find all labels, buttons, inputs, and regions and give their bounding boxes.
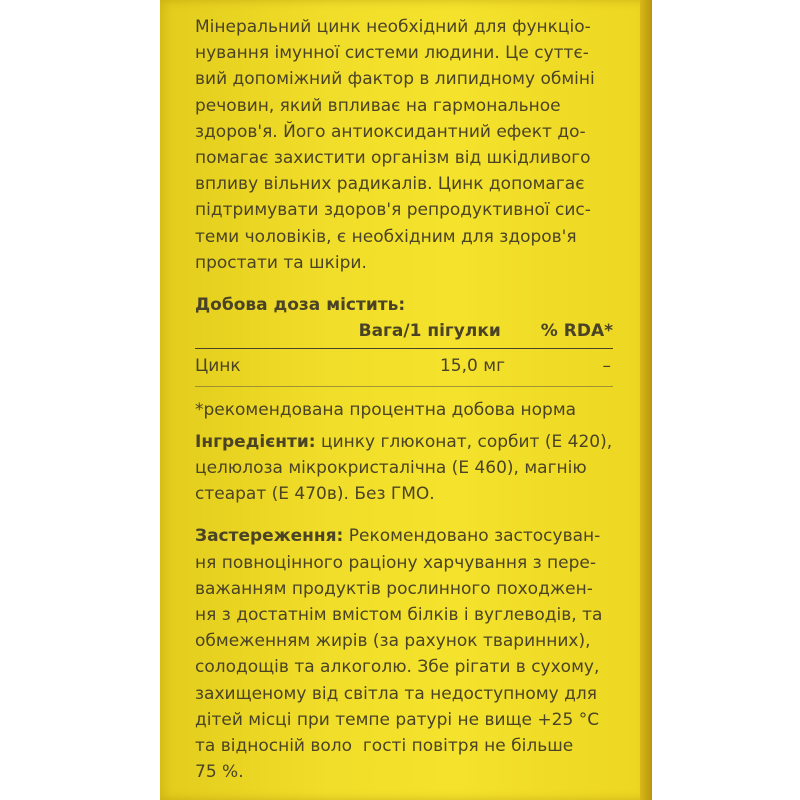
warnings-line: ня з достатнім вмістом білків і вуглеводів, та: [195, 605, 603, 626]
ingredients-label: Інгредієнти:: [195, 431, 316, 452]
warnings-line: солодощів та алкоголю. Збе рігати в сухому,: [195, 657, 600, 678]
intro-line: здоров'я. Його антиоксидантний ефект до-: [195, 121, 586, 142]
intro-line: теми чоловіків, є необхідним для здоров'я: [195, 226, 577, 247]
table-bottom-line: [195, 386, 613, 387]
warnings-line: та відносній воло гості повітря не більше: [195, 736, 574, 757]
intro-paragraph: [195, 14, 613, 276]
warnings-line: обмеженням жирів (за рахунок тваринних),: [195, 631, 591, 652]
intro-line: Мінеральний цинк необхідний для функціо-: [195, 17, 591, 37]
ingredients-line: цинку глюконат, сорбит (Е 420),: [315, 431, 613, 452]
ingredients-line: целюлоза мікрокристалічна (Е 460), магнію: [195, 458, 587, 479]
rda-footnote: *рекомендована процентна добова норма: [195, 399, 577, 420]
warnings-line: захищеному від світла та недоступному для: [195, 683, 597, 704]
warnings-section: [195, 523, 613, 785]
intro-line: впливу вільних радикалів. Цинк допомагає: [195, 174, 585, 195]
nutrient-rda: –: [602, 356, 611, 377]
warnings-line: Рекомендовано застосуван-: [343, 526, 601, 547]
weight-column-header: Вага/1 пігулки: [358, 321, 501, 342]
nutrient-amount: 15,0 мг: [439, 356, 505, 377]
intro-line: помагає захистити організм від шкідливого: [195, 148, 591, 169]
warnings-line: дітей місці при темпе ратурі не вище +25 °С: [195, 709, 600, 730]
rda-column-header: % RDA*: [540, 321, 613, 342]
warnings-line: важанням продуктів рослинного походжен-: [195, 578, 593, 599]
dose-heading: Добова доза містить:: [195, 295, 406, 316]
warnings-label: Застереження:: [195, 526, 344, 547]
label-text-block: [195, 14, 613, 785]
table-row: [195, 353, 613, 379]
intro-line: нування імунної системи людини. Це суттє-: [195, 43, 589, 64]
intro-line: речовин, який впливає на гармональное: [195, 95, 561, 116]
ingredients-section: [195, 429, 613, 508]
ingredients-line: стеарат (Е 470в). Без ГМО.: [195, 484, 435, 505]
warnings-line: 75 %.: [195, 762, 244, 783]
dose-section: [195, 292, 613, 423]
dose-table-header: [195, 318, 613, 344]
intro-line: вий допоміжний фактор в липидному обміні: [195, 69, 595, 90]
nutrient-name: Цинк: [195, 356, 241, 377]
package-edge: [640, 0, 652, 800]
intro-line: простати та шкіри.: [195, 252, 367, 273]
intro-line: підтримувати здоров'я репродуктивної сис-: [195, 200, 591, 221]
table-divider: [195, 348, 613, 349]
warnings-line: ня повноцінного раціону харчування з пере-: [195, 552, 597, 573]
